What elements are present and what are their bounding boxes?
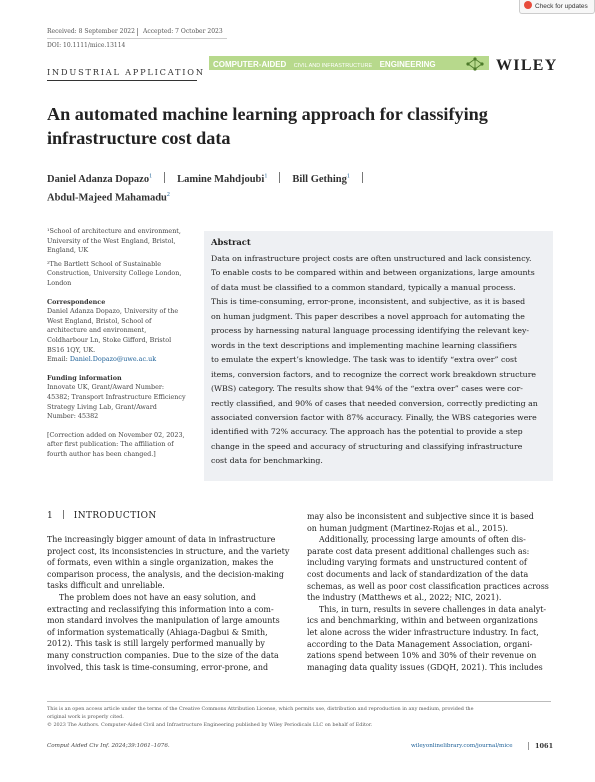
text-line: West England, Bristol, School of	[47, 316, 152, 325]
author-divider	[164, 172, 165, 183]
text-line: Daniel Adanza Dopazo, University of the	[47, 307, 179, 316]
body-line: mon standard involves the manipulation of large amounts	[47, 616, 280, 626]
title-line-2: infrastructure cost data	[47, 127, 231, 148]
body-line: may also be inconsistent and subjective since it is based	[307, 512, 534, 521]
section-rule	[47, 80, 197, 81]
check-updates-icon	[524, 1, 532, 9]
date-divider	[137, 28, 138, 36]
author-affil-sup: 1	[264, 173, 268, 180]
abstract-line: of data must be classified to a common standard, typically a manual process.	[211, 282, 516, 292]
intro-left-column	[47, 534, 291, 673]
body-line: 2012). This task is still largely performed manually by	[47, 639, 265, 649]
body-line: zations spend between 10% and 30% of their revenue on	[307, 651, 537, 661]
affiliation-1	[47, 227, 197, 256]
correspondence-heading: Correspondence	[47, 297, 106, 306]
author-list	[47, 172, 375, 185]
received-date: Received: 8 September 2022	[47, 28, 135, 35]
abstract-body	[211, 252, 548, 469]
text-line: Number: 45382	[47, 412, 99, 421]
body-line: This, in turn, results in severe challenges in data analyt-	[319, 604, 547, 614]
text-line: Coldharbour Ln, Stoke Gifford, Bristol	[47, 335, 172, 344]
text-line: architecture and environment,	[47, 326, 147, 335]
text-line: [Correction added on November 02, 2023,	[47, 430, 185, 439]
body-line: let alone across the wider infrastructure industry. In fact,	[307, 627, 539, 637]
body-line: comparison process, the analysis, and the decision-making	[47, 569, 284, 579]
abstract-line: to emulate the expert’s knowledge. The task was to identify “extra over” cost	[211, 355, 518, 365]
license-notice	[47, 705, 557, 729]
body-line: parate cost data present additional challenges such as:	[307, 546, 530, 556]
author-divider	[279, 172, 280, 183]
body-line: including varying formats and unstructured content of	[307, 558, 527, 568]
abstract-line: rectly classified, and 90% of cases that needed conversion, correctly predicting an	[211, 398, 538, 408]
author-affil-sup: 1	[149, 173, 153, 180]
body-line: The increasingly bigger amount of data in infrastructure	[47, 535, 276, 544]
intro-right-column	[307, 511, 551, 673]
body-line: many construction companies. Due to the size of the data	[47, 650, 279, 660]
section-label: INDUSTRIAL APPLICATION	[47, 67, 205, 77]
banner-part2: CIVIL AND INFRASTRUCTURE	[293, 63, 373, 69]
title-line-1: An automated machine learning approach for classifying	[47, 104, 488, 124]
body-line: extracting and reclassifying this information into a com-	[47, 604, 274, 614]
body-line: cost documents and lack of standardization of the data	[307, 569, 529, 579]
license-line-1: This is an open access article under the terms of the Creative Commons Attribution License, which permits use, distribution and reproduction in any medium, provided the	[47, 706, 474, 712]
email-link[interactable]: Daniel.Dopazo@uwe.ac.uk	[69, 355, 157, 364]
body-line: tasks difficult and unreliable.	[47, 581, 165, 591]
affiliation-2	[47, 260, 197, 289]
publisher-logo: WILEY	[496, 57, 558, 74]
header-rule	[47, 38, 227, 39]
abstract-line: change in the speed and accuracy of structuring and classifying infrastructure	[211, 441, 523, 451]
text-line: Innovate UK, Grant/Award Number:	[47, 383, 165, 392]
copyright-line: © 2023 The Authors. Computer-Aided Civil and Infrastructure Engineering published by Wiley Periodicals LLC on behalf of Editor.	[47, 722, 373, 728]
journal-network-icon	[465, 56, 485, 72]
abstract-line: cost data for benchmarking.	[211, 456, 323, 466]
doi: DOI: 10.1111/mice.13114	[47, 42, 126, 49]
abstract-line: on human judgment. This paper describes a novel approach for automating the	[211, 311, 525, 321]
heading-divider	[63, 510, 64, 519]
author-divider	[362, 172, 363, 183]
email-label: Email:	[47, 355, 68, 364]
author-1	[47, 174, 152, 185]
correction-note	[47, 431, 197, 460]
text-line: after first publication: The affiliation of	[47, 440, 174, 449]
body-line: according to the Data Management Association, organi-	[307, 639, 533, 649]
author-name: Daniel Adanza Dopazo	[47, 174, 150, 185]
author-name: Lamine Mahdjoubi	[177, 174, 265, 185]
section-number: 1	[47, 511, 53, 521]
accepted-date: Accepted: 7 October 2023	[143, 28, 223, 35]
email-line	[47, 355, 197, 365]
funding-block	[47, 383, 197, 421]
body-line: schemas, as well as poor cost classification practices across	[307, 581, 549, 591]
text-line: Strategy Living Lab, Grant/Award	[47, 402, 157, 411]
abstract-line: items, conversion factors, and to recognize the correct work breakdown structure	[211, 369, 537, 379]
text-line: ²The Bartlett School of Sustainable	[47, 259, 162, 268]
journal-citation: Comput Aided Civ Inf. 2024;39:1061–1076.	[47, 743, 170, 749]
author-4	[47, 192, 170, 204]
body-line: managing data quality issues (GDQH, 2021). This includes	[307, 662, 543, 672]
body-line: ics and benchmarking, within and between organizations	[307, 616, 538, 626]
body-line: the industry (Matthews et al., 2022; NIC, 2021).	[307, 593, 502, 603]
author-3	[292, 174, 350, 185]
journal-banner	[209, 56, 489, 70]
journal-url[interactable]: wileyonlinelibrary.com/journal/mice	[411, 743, 513, 749]
text-line: University of the West England, Bristol,	[47, 236, 176, 245]
funding-heading: Funding information	[47, 373, 122, 382]
article-title	[47, 103, 567, 150]
text-line: Construction, University College London,	[47, 269, 182, 278]
footer-rule	[47, 701, 551, 702]
abstract-line: Data on infrastructure project costs are often unstructured and lack consistency.	[211, 254, 532, 263]
text-line: BS16 1QY, UK.	[47, 345, 96, 354]
author-2	[177, 174, 267, 185]
text-line: London	[47, 278, 72, 287]
banner-part1: COMPUTER-AIDED	[213, 60, 287, 69]
abstract-box	[204, 231, 553, 481]
body-line: The problem does not have an easy solution, and	[59, 592, 256, 602]
check-for-updates-button[interactable]	[519, 0, 595, 14]
license-line-2: original work is properly cited.	[47, 714, 124, 720]
body-line: of formats, even within a single organization, makes the	[47, 558, 274, 568]
author-name: Abdul-Majeed Mahamadu	[47, 192, 167, 204]
text-line: fourth author has been changed.]	[47, 449, 156, 458]
text-line: 45382; Transport Infrastructure Efficiency	[47, 392, 186, 401]
check-updates-label: Check for updates	[535, 3, 588, 10]
page-divider	[528, 742, 529, 750]
text-line: ¹School of architecture and environment,	[47, 227, 181, 235]
page-number: 1061	[535, 742, 554, 750]
abstract-line: To enable costs to be compared within and between organizations, large amounts	[211, 268, 535, 278]
abstract-line: identified with 72% accuracy. The approach has the potential to provide a step	[211, 427, 523, 437]
body-line: Additionally, processing large amounts of often dis-	[319, 535, 526, 545]
text-line: England, UK	[47, 246, 89, 255]
body-line: involved, this task is time-consuming, error-prone, and	[47, 662, 269, 672]
banner-part3: ENGINEERING	[379, 60, 436, 69]
abstract-line: process by harnessing natural language processing identifying the relevant key-	[211, 326, 530, 336]
author-affil-sup: 1	[346, 173, 350, 180]
abstract-line: This is time-consuming, error-prone, inconsistent, and subjective, as it is based	[211, 297, 526, 307]
body-line: project cost, its inconsistencies in structure, and the variety	[47, 546, 290, 556]
body-line: on human judgment (Martinez-Rojas et al., 2015).	[307, 523, 509, 533]
abstract-line: words in the text descriptions and implementing machine learning classifiers	[211, 340, 517, 350]
abstract-line: associated conversion factor with 87% accuracy. Finally, the WBS categories were	[211, 412, 537, 422]
correspondence-block	[47, 307, 197, 365]
author-affil-sup: 2	[166, 192, 170, 198]
section-title: INTRODUCTION	[73, 511, 157, 521]
section-heading-introduction	[47, 510, 157, 521]
body-line: of information systematically (Ahiaga-Dagbui & Smith,	[47, 627, 268, 637]
abstract-heading: Abstract	[211, 237, 251, 247]
sidebar	[47, 227, 197, 459]
abstract-line: (WBS) category. The results show that 94% of the “extra over” cases were cor-	[211, 384, 523, 394]
author-name: Bill Gething	[292, 174, 347, 185]
